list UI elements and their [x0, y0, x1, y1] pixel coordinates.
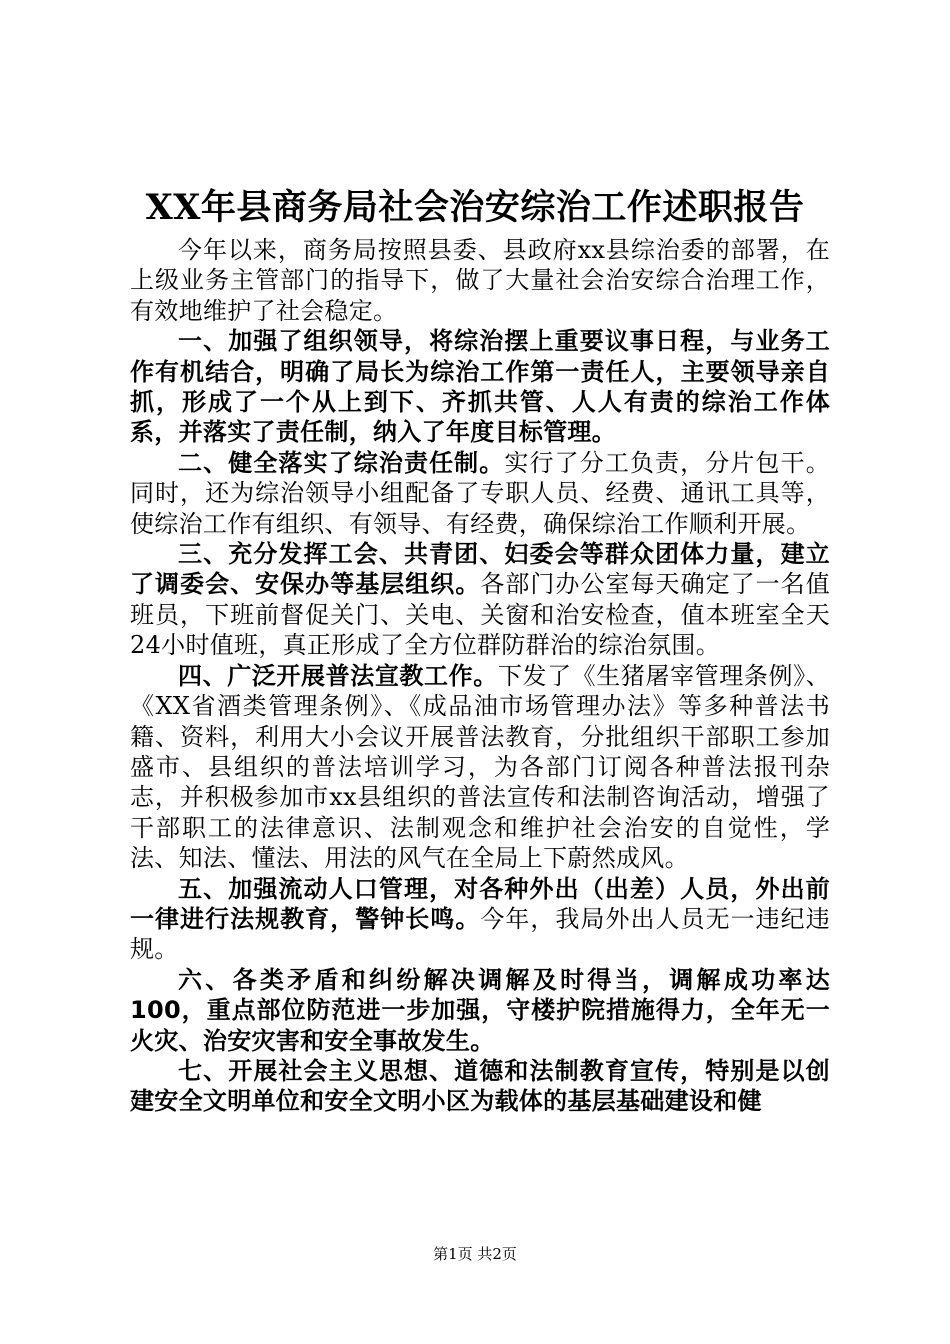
document-title: XX年县商务局社会治安综治工作述职报告	[145, 187, 805, 228]
paragraph-text: 今年以来，商务局按照县委、县政府xx县综治委的部署，在上级业务主管部门的指导下，做了大量社会治安综合治理工作，有效地维护了社会稳定。	[130, 236, 830, 325]
paragraph-lead: 六、各类矛盾和纠纷解决调解及时得当，调解成功率达100，重点部位防范进一步加强，守楼护院措施得力，全年无一火灾、治安灾害和安全事故发生。	[130, 965, 830, 1055]
paragraph-text: 今年，我局外出人员无一违纪违规。	[130, 904, 830, 964]
paragraph-section-1	[130, 326, 830, 448]
paragraph-text: 实行了分工负责，分片包干。同时，还为综治领导小组配备了专职人员、经费、通讯工具等，使综治工作有组织、有领导、有经费，确保综治工作顺利开展。	[130, 448, 830, 538]
paragraph-section-5	[130, 874, 830, 965]
paragraph-lead: 七、开展社会主义思想、道德和法制教育宣传，特别是以创建安全文明单位和安全文明小区为载体的基层基础建设和健	[130, 1056, 830, 1116]
paragraph-intro	[130, 235, 830, 326]
page-number-footer: 第1页 共2页	[433, 1245, 517, 1263]
paragraph-lead: 二、健全落实了综治责任制。	[178, 448, 505, 477]
paragraph-lead: 五、加强流动人口管理，对各种外出（出差）人员，外出前一律进行法规教育，警钟长鸣。	[130, 874, 830, 933]
paragraph-text: 各部门办公室每天确定了一名值班员，下班前督促关门、关电、关窗和治安检查，值本班室全天24小时值班，真正形成了全方位群防群治的综治氛围。	[130, 570, 830, 660]
paragraph-text: 下发了《生猪屠宰管理条例》、《XX省酒类管理条例》、《成品油市场管理办法》等多种普法书籍、资料，利用大小会议开展普法教育，分批组织干部职工参加盛市、县组织的普法培训学习，为各部门订阅各种普法报刊杂志，并积极参加市xx县组织的普法宣传和法制咨询活动，增强了干部职工的法律意识、法制观念和维护社会治安的自觉性，学法、知法、懂法、用法的风气在全局上下蔚然成风。	[130, 661, 831, 873]
paragraph-lead: 四、广泛开展普法宣教工作。	[178, 661, 498, 690]
paragraph-section-6	[130, 965, 830, 1056]
paragraph-section-2	[130, 448, 830, 539]
paragraph-section-3	[130, 539, 830, 661]
paragraph-lead: 一、加强了组织领导，将综治摆上重要议事日程，与业务工作有机结合，明确了局长为综治工作第一责任人，主要领导亲自抓，形成了一个从上到下、齐抓共管、人人有责的综治工作体系，并落实了责任制，纳入了年度目标管理。	[130, 327, 830, 447]
paragraph-section-4	[130, 661, 830, 874]
paragraph-lead: 三、充分发挥工会、共青团、妇委会等群众团体力量，建立了调委会、安保办等基层组织。	[130, 540, 830, 599]
document-body	[130, 235, 830, 1117]
paragraph-section-7	[130, 1056, 830, 1117]
